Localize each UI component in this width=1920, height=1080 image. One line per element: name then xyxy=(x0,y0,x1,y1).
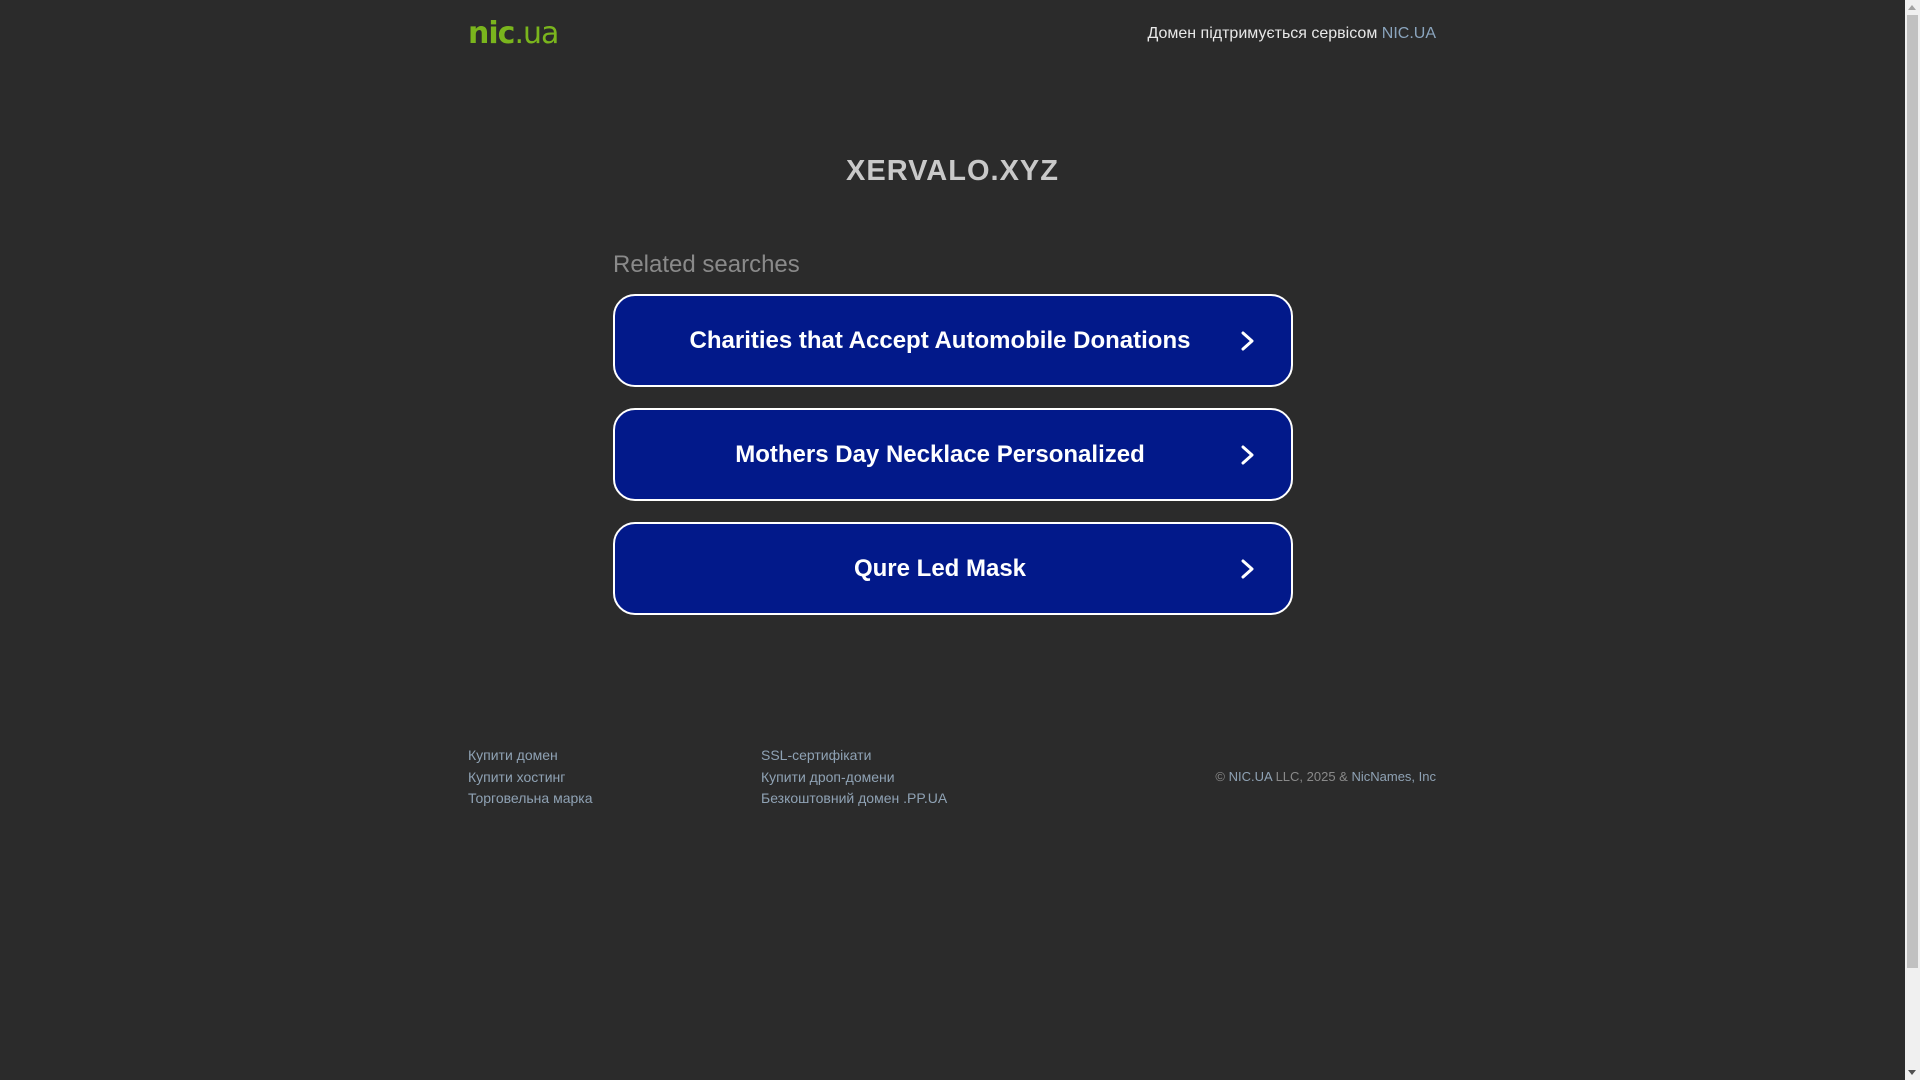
support-notice xyxy=(1147,24,1436,44)
scroll-up-arrow-icon[interactable] xyxy=(1908,5,1916,10)
vertical-scrollbar[interactable] xyxy=(1905,0,1920,1080)
chevron-right-icon xyxy=(1239,331,1257,351)
footer xyxy=(468,745,1436,815)
related-search-label: Mothers Day Necklace Personalized xyxy=(735,441,1145,468)
copyright-company-link[interactable]: NIC.UA xyxy=(1228,769,1272,784)
related-search-label: Charities that Accept Automobile Donations xyxy=(689,327,1191,354)
nic-ua-logo[interactable] xyxy=(468,14,558,54)
footer-link-drop-domains[interactable]: Купити дроп-домени xyxy=(761,768,895,785)
logo-suffix-text: .ua xyxy=(514,16,559,51)
domain-title: XERVALO.XYZ xyxy=(846,155,1059,187)
logo-main-text: nic xyxy=(468,16,515,51)
footer-links-column-2 xyxy=(761,745,947,810)
footer-links-column-1 xyxy=(468,745,593,810)
chevron-right-icon xyxy=(1239,445,1257,465)
footer-link-free-pp-ua[interactable]: Безкоштовний домен .PP.UA xyxy=(761,790,948,806)
related-search-button[interactable] xyxy=(613,294,1293,387)
header xyxy=(468,0,1436,70)
footer-link-buy-hosting[interactable]: Купити хостинг xyxy=(468,768,566,785)
support-brand-link[interactable]: NIC.UA xyxy=(1381,25,1436,42)
copyright-symbol: © xyxy=(1215,769,1225,784)
scrollbar-thumb[interactable] xyxy=(1907,15,1918,968)
chevron-right-icon xyxy=(1239,559,1257,579)
support-text: Домен підтримується сервісом xyxy=(1147,25,1378,42)
related-search-button[interactable] xyxy=(613,408,1293,501)
related-search-button[interactable] xyxy=(613,522,1293,615)
copyright-middle-text: LLC, 2025 & xyxy=(1271,769,1352,784)
related-search-label: Qure Led Mask xyxy=(853,555,1027,582)
related-searches-heading: Related searches xyxy=(613,251,800,278)
footer-link-trademark[interactable]: Торговельна марка xyxy=(468,790,593,806)
footer-link-ssl[interactable]: SSL-сертифікати xyxy=(761,747,872,763)
scroll-down-arrow-icon[interactable] xyxy=(1908,1070,1916,1075)
footer-link-buy-domain[interactable]: Купити домен xyxy=(468,747,558,763)
copyright xyxy=(1215,769,1436,785)
copyright-partner-link[interactable]: NicNames, Inc xyxy=(1351,769,1436,784)
